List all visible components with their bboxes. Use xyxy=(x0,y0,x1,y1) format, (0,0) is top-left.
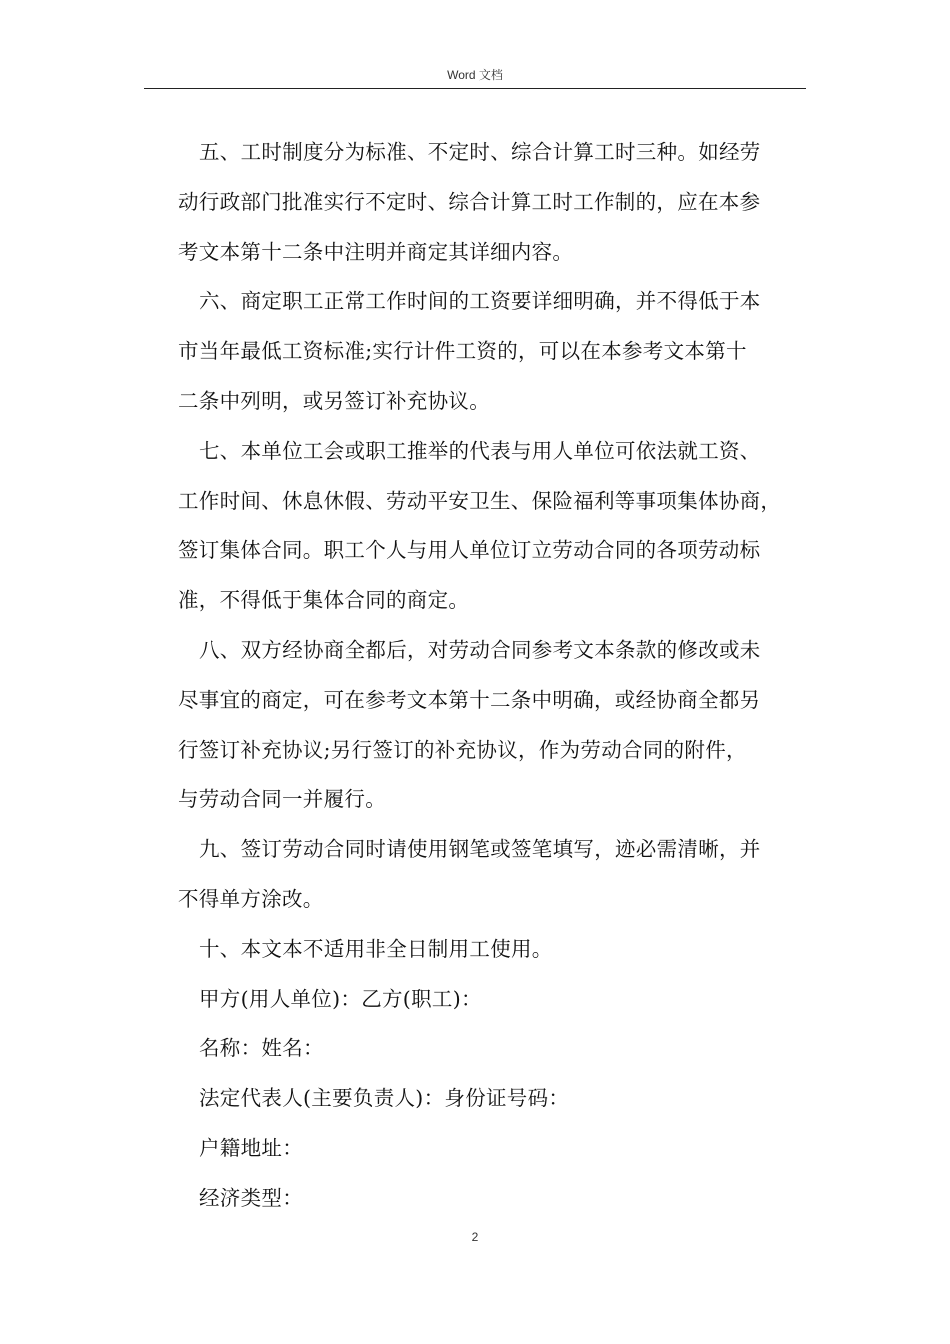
document-body xyxy=(178,128,818,1224)
paragraph-line: 工作时间、休息休假、劳动平安卫生、保险福利等事项集体协商， xyxy=(178,488,782,513)
header-divider xyxy=(144,88,806,89)
paragraph-line: 签订集体合同。职工个人与用人单位订立劳动合同的各项劳动标 xyxy=(178,538,761,563)
form-field-parties: 甲方(用人单位)：乙方(职工)： xyxy=(199,986,482,1011)
paragraph-line: 动行政部门批准实行不定时、综合计算工时工作制的，应在本参 xyxy=(178,189,761,214)
page-number: 2 xyxy=(471,1230,479,1244)
paragraph-line: 六、商定职工正常工作时间的工资要详细明确，并不得低于本 xyxy=(199,289,761,314)
paragraph-line: 十、本文本不适用非全日制用工使用。 xyxy=(199,936,553,961)
form-field-economic-type: 经济类型： xyxy=(199,1185,303,1210)
paragraph-line: 二条中列明，或另签订补充协议。 xyxy=(178,388,490,413)
paragraph-line: 八、双方经协商全都后，对劳动合同参考文本条款的修改或未 xyxy=(199,637,761,662)
form-field-legal-rep: 法定代表人(主要负责人)：身份证号码： xyxy=(199,1086,570,1111)
paragraph-line: 准，不得低于集体合同的商定。 xyxy=(178,588,470,613)
paragraph-line: 五、工时制度分为标准、不定时、综合计算工时三种。如经劳 xyxy=(199,140,761,164)
paragraph-line: 与劳动合同一并履行。 xyxy=(178,787,386,812)
paragraph-line: 尽事宜的商定，可在参考文本第十二条中明确，或经协商全都另 xyxy=(178,687,761,712)
paragraph-clause-9 xyxy=(178,825,818,925)
paragraph-line: 九、签订劳动合同时请使用钢笔或签笔填写，迹必需清晰，并 xyxy=(199,837,761,862)
paragraph-line: 市当年最低工资标准;实行计件工资的，可以在本参考文本第十 xyxy=(178,339,747,364)
form-fields xyxy=(178,975,818,1224)
paragraph-line: 七、本单位工会或职工推举的代表与用人单位可依法就工资、 xyxy=(199,438,761,463)
paragraph-clause-10 xyxy=(178,925,818,975)
paragraph-clause-7 xyxy=(178,427,818,626)
form-field-household-address: 户籍地址： xyxy=(199,1135,303,1160)
paragraph-line: 不得单方涂改。 xyxy=(178,886,324,911)
page-header: Word 文档 xyxy=(447,68,503,82)
paragraph-clause-5 xyxy=(178,128,818,277)
paragraph-line: 考文本第十二条中注明并商定其详细内容。 xyxy=(178,239,574,264)
paragraph-clause-8 xyxy=(178,626,818,825)
paragraph-clause-6 xyxy=(178,277,818,426)
form-field-name: 名称：姓名： xyxy=(199,1036,324,1061)
paragraph-line: 行签订补充协议;另行签订的补充协议，作为劳动合同的附件， xyxy=(178,737,747,762)
